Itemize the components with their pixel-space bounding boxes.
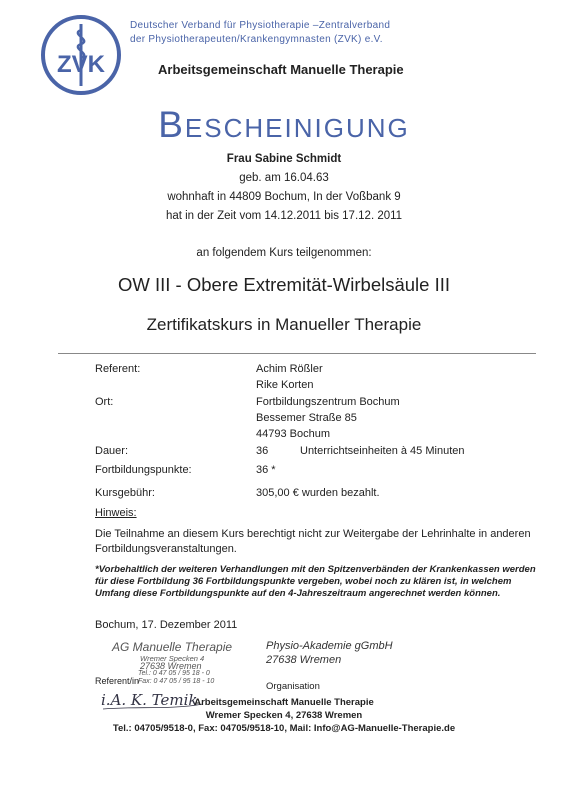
participation-text: an folgendem Kurs teilgenommen:	[196, 247, 372, 259]
stamp-line-5: Fax: 0 47 05 / 95 18 - 10	[138, 678, 215, 685]
dauer-value: 36	[256, 445, 269, 457]
referent-1: Achim Rößler	[256, 363, 323, 375]
association-line-1: Deutscher Verband für Physiotherapie –Zentralverband	[130, 20, 391, 31]
stamp-line-2: Wremer Specken 4	[140, 654, 205, 663]
course-period: hat in der Zeit vom 14.12.2011 bis 17.12. 2011	[165, 210, 403, 222]
akademie-line-1: Physio-Akademie gGmbH	[266, 640, 393, 652]
punkte-label: Fortbildungspunkte:	[95, 464, 192, 476]
certificate-title: Bescheinigung	[158, 104, 410, 145]
gebuehr-value: 305,00 € wurden bezahlt.	[256, 487, 380, 499]
ort-3: 44793 Bochum	[256, 428, 330, 440]
ort-1: Fortbildungszentrum Bochum	[256, 396, 400, 408]
zvk-logo	[40, 14, 122, 96]
referent-2: Rike Korten	[256, 379, 314, 391]
course-subtitle: Zertifikatskurs in Manueller Therapie	[146, 315, 422, 334]
referent-label: Referent:	[95, 363, 141, 375]
svg-text:i.A. K. Temik: i.A. K. Temik	[101, 691, 198, 709]
dauer-unit: Unterrichtseinheiten à 45 Minuten	[300, 445, 465, 457]
residence: wohnhaft in 44809 Bochum, In der Voßbank 9	[167, 191, 401, 203]
dauer-label: Dauer:	[95, 445, 129, 457]
footer-line-1: Arbeitsgemeinschaft Manuelle Therapie	[194, 697, 374, 708]
date-line: Bochum, 17. Dezember 2011	[95, 619, 238, 631]
stamp-line-4: Tel.: 0 47 05 / 95 18 - 0	[138, 670, 210, 677]
footer-line-3: Tel.: 04705/9518-0, Fax: 04705/9518-10, Mail: Info@AG-Manuelle-Therapie.de	[112, 723, 456, 734]
punkte-value: 36 *	[256, 464, 276, 476]
akademie-line-2: 27638 Wremen	[266, 654, 342, 666]
referent-signature-label: Referent/in	[95, 676, 140, 686]
footnote: *Vorbehaltlich der weiteren Verhandlungen mit den Spitzenverbänden der Krankenkassen werden für diese Fortbildung 36 Fortbildungspunkte vergeben, wobei noch zu klären ist, in welchem Umfang diese Fortbildungspunkte auf den 4-Jahreszeitraum angerechnet werden können.	[95, 564, 536, 599]
logo-text: ZVK	[57, 51, 105, 78]
ort-label: Ort:	[95, 396, 114, 408]
course-title: OW III - Obere Extremität-Wirbelsäule III	[117, 274, 451, 295]
participant-name: Frau Sabine Schmidt	[226, 153, 342, 165]
stamp-line-1: AG Manuelle Therapie	[112, 640, 233, 654]
stamp-line-3: 27638 Wremen	[140, 661, 202, 671]
association-line-2: der Physiotherapeuten/Krankengymnasten (ZVK) e.V.	[130, 34, 383, 45]
footer-line-2: Wremer Specken 4, 27638 Wremen	[205, 710, 363, 721]
ag-title: Arbeitsgemeinschaft Manuelle Therapie	[158, 62, 404, 77]
organisation-label: Organisation	[266, 681, 320, 692]
divider	[58, 353, 536, 354]
ort-2: Bessemer Straße 85	[256, 412, 357, 424]
birth-date: geb. am 16.04.63	[239, 172, 329, 184]
hinweis-text: Die Teilnahme an diesem Kurs berechtigt nicht zur Weitergabe der Lehrinhalte in anderen Fortbildungsveranstaltungen.	[95, 528, 531, 555]
hinweis-heading: Hinweis:	[95, 507, 137, 519]
gebuehr-label: Kursgebühr:	[95, 487, 155, 499]
